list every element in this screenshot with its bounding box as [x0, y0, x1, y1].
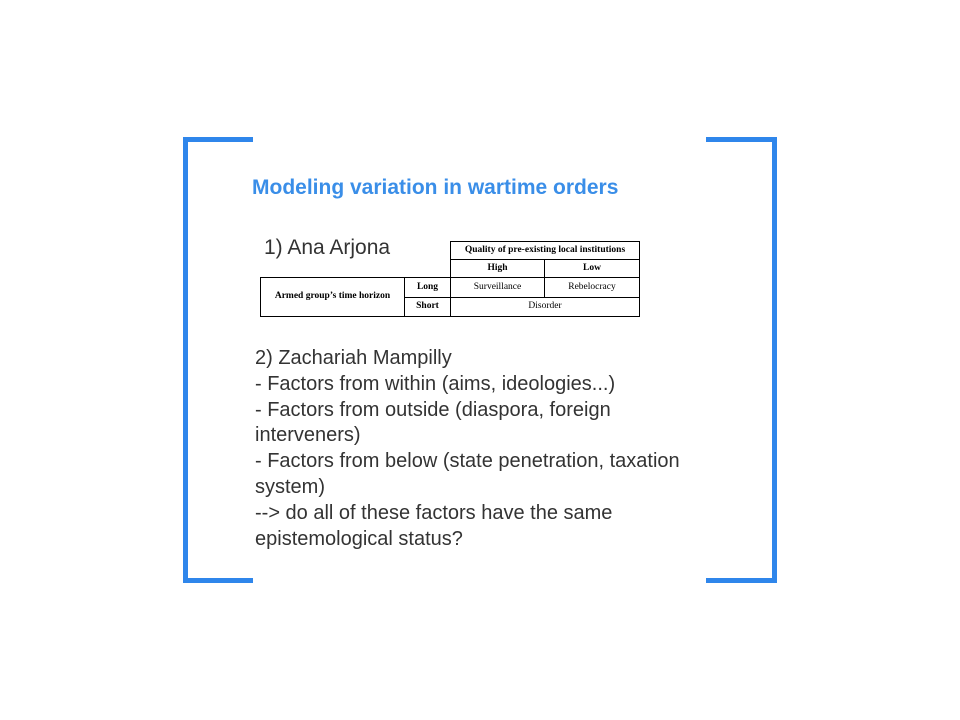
question-line: --> do all of these factors have the same	[255, 501, 613, 524]
table-row-label-short: Short	[404, 297, 451, 317]
section1-heading: 1) Ana Arjona	[264, 236, 391, 259]
slide-title: Modeling variation in wartime orders	[252, 176, 619, 199]
table-row-group-header: Armed group’s time horizon	[260, 277, 405, 317]
section2-heading: 2) Zachariah Mampilly	[255, 347, 452, 369]
table-column-header-low: Low	[544, 259, 640, 278]
arjona-typology-table	[260, 241, 640, 317]
table-cell-surveillance: Surveillance	[450, 277, 545, 298]
table-column-header-high: High	[450, 259, 545, 278]
left-bracket-frame	[183, 137, 253, 583]
bullet-factors-within: - Factors from within (aims, ideologies...)	[255, 372, 616, 395]
section2-text-block	[255, 346, 755, 552]
bullet-factors-below-cont: system)	[255, 475, 325, 498]
bullet-factors-outside-cont: interveners)	[255, 424, 361, 447]
question-line-cont: epistemological status?	[255, 527, 463, 550]
bullet-factors-below: - Factors from below (state penetration, taxation	[255, 450, 680, 473]
table-row-label-long: Long	[404, 277, 451, 298]
table-column-group-header: Quality of pre-existing local institutions	[450, 241, 640, 260]
table-cell-disorder: Disorder	[450, 297, 640, 317]
bullet-factors-outside: - Factors from outside (diaspora, foreign	[255, 398, 611, 421]
table-cell-rebelocracy: Rebelocracy	[544, 277, 640, 298]
